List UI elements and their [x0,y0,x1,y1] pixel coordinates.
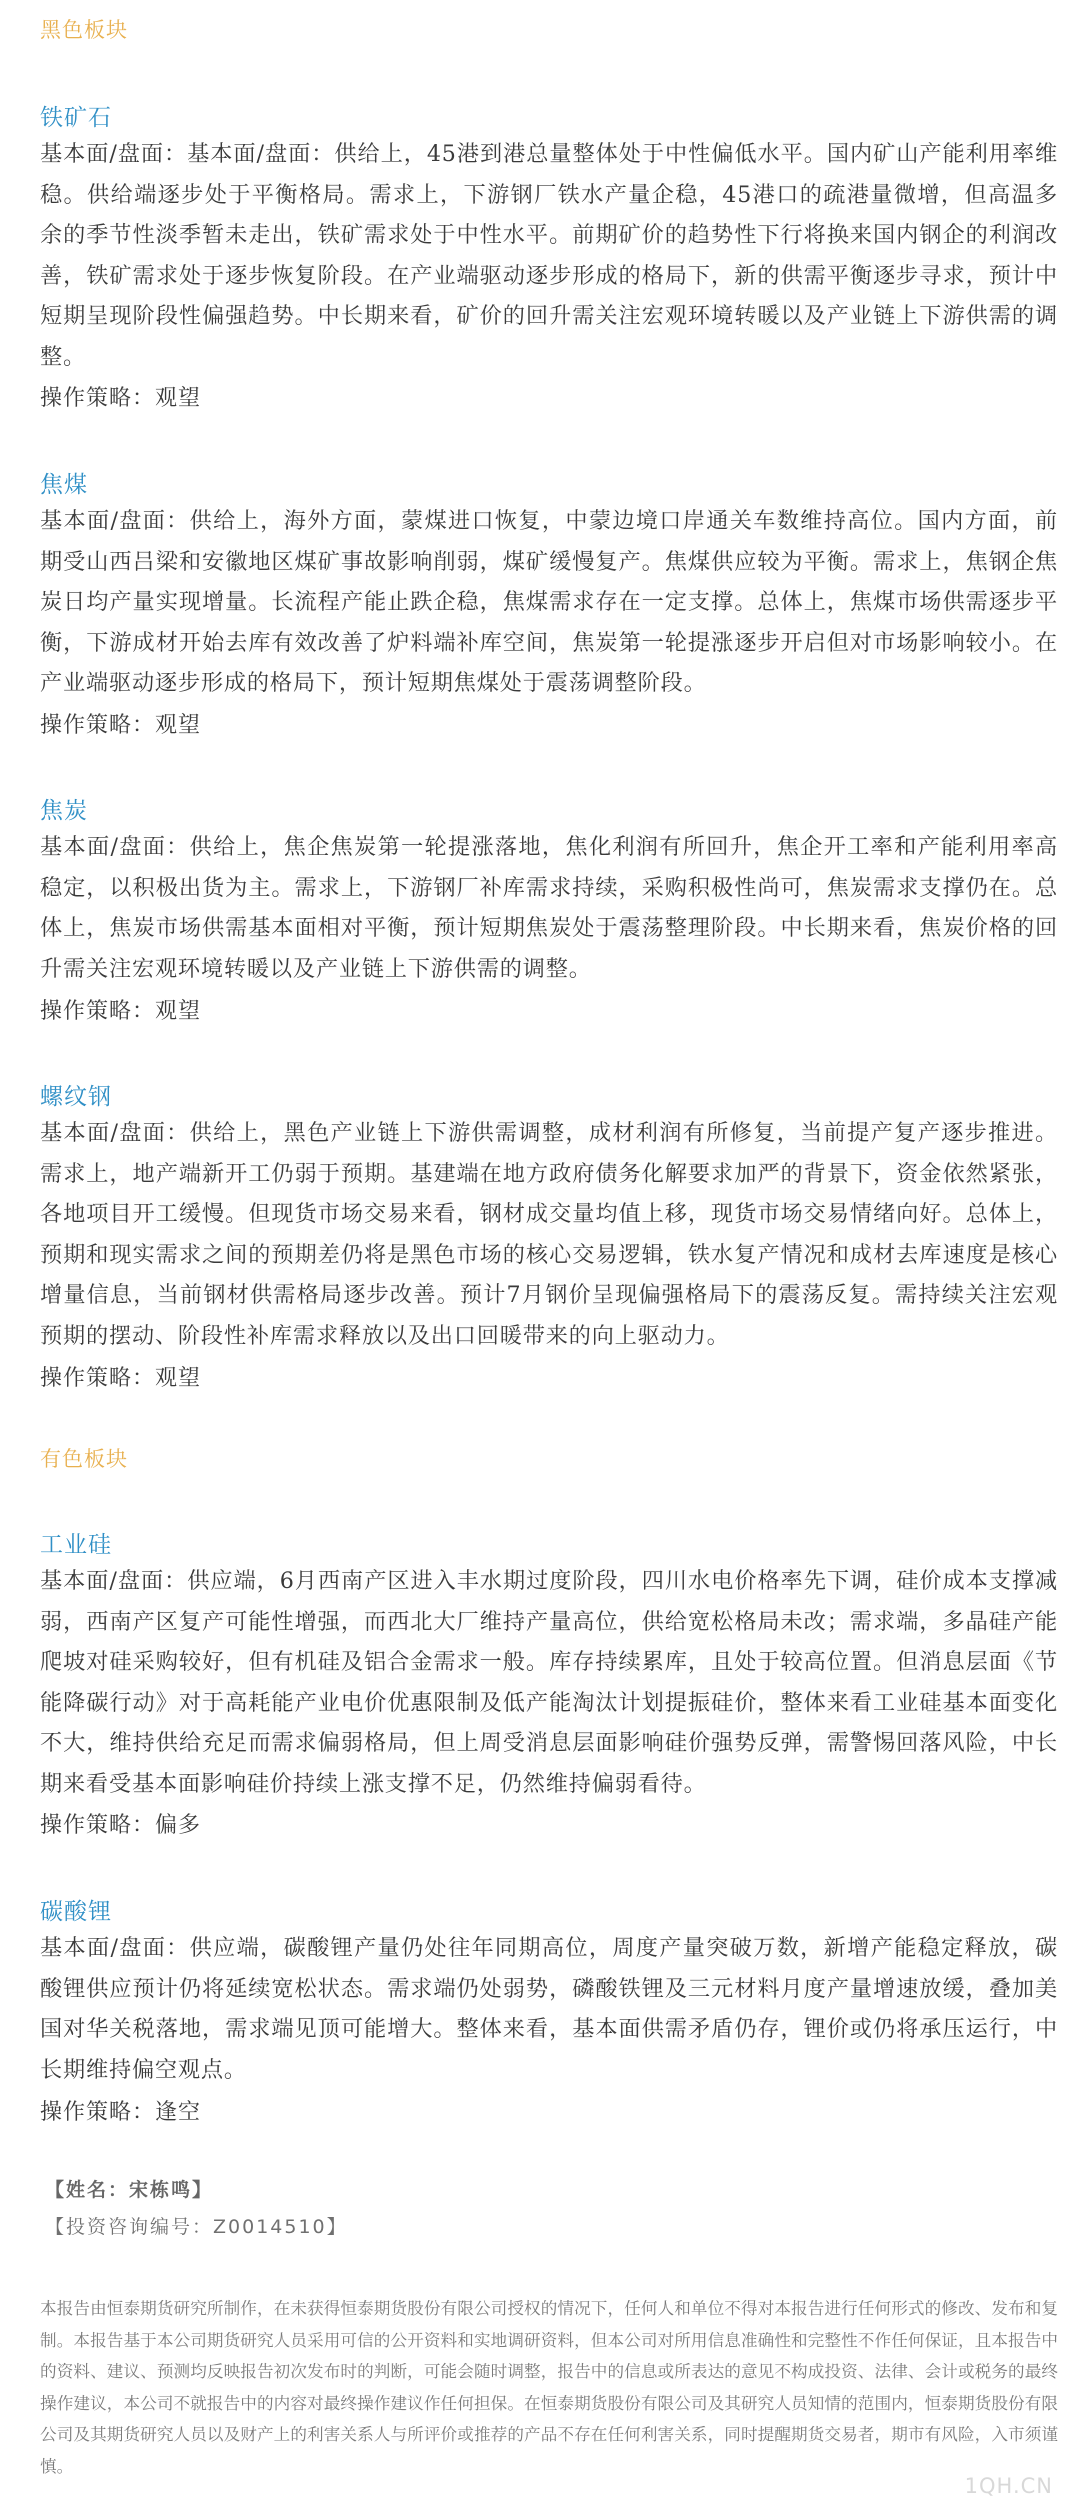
coking-coal-strategy: 操作策略：观望 [40,713,202,738]
rebar-strategy: 操作策略：观望 [40,1366,202,1391]
analyst-license-number: 【投资咨询编号：Z0014510】 [45,2216,348,2238]
lithium-carbonate-analysis: 基本面/盘面：供应端，碳酸锂产量仍处往年同期高位，周度产量突破万数，新增产能稳定释放，碳酸锂供应预计仍将延续宽松状态。需求端仍处弱势，磷酸铁锂及三元材料月度产量增速放缓，叠加美国对华关税落地，需求端见顶可能增大。整体来看，基本面供需矛盾仍存，锂价或仍将承压运行，中长期维持偏空观点。 [40,1935,1058,2083]
coke-strategy: 操作策略：观望 [40,999,202,1024]
analyst-name: 【姓名：宋栋鸣】 [45,2179,214,2201]
lithium-carbonate-heading: 碳酸锂 [40,1899,112,1925]
coking-coal-analysis: 基本面/盘面：供给上，海外方面，蒙煤进口恢复，中蒙边境口岸通关车数维持高位。国内方面，前期受山西吕梁和安徽地区煤矿事故影响削弱，煤矿缓慢复产。焦煤供应较为平衡。需求上，焦钢企焦炭日均产量实现增量。长流程产能止跌企稳，焦煤需求存在一定支撑。总体上，焦煤市场供需逐步平衡，下游成材开始去库有效改善了炉料端补库空间，焦炭第一轮提涨逐步开启但对市场影响较小。在产业端驱动逐步形成的格局下，预计短期焦煤处于震荡调整阶段。 [40,508,1058,696]
industrial-silicon-heading: 工业硅 [40,1532,112,1558]
coking-coal-heading: 焦煤 [40,472,88,498]
disclaimer: 本报告由恒泰期货研究所制作，在未获得恒泰期货股份有限公司授权的情况下，任何人和单位不得对本报告进行任何形式的修改、发布和复制。本报告基于本公司期货研究人员采用可信的公开资料和实地调研资料，但本公司对所用信息准确性和完整性不作任何保证，且本报告中的资料、建议、预测均反映报告初次发布时的判断，可能会随时调整，报告中的信息或所表达的意见不构成投资、法律、会计或税务的最终操作建议，本公司不就报告中的内容对最终操作建议作任何担保。在恒泰期货股份有限公司及其研究人员知情的范围内，恒泰期货股份有限公司及其期货研究人员以及财产上的利害关系人与所评价或推荐的产品不存在任何利害关系，同时提醒期货交易者，期市有风险，入市须谨慎。 [40,2299,1058,2476]
coke-analysis: 基本面/盘面：供给上，焦企焦炭第一轮提涨落地，焦化利润有所回升，焦企开工率和产能利用率高稳定，以积极出货为主。需求上，下游钢厂补库需求持续，采购积极性尚可，焦炭需求支撑仍在。总体上，焦炭市场供需基本面相对平衡，预计短期焦炭处于震荡整理阶段。中长期来看，焦炭价格的回升需关注宏观环境转暖以及产业链上下游供需的调整。 [40,834,1058,982]
lithium-carbonate-strategy: 操作策略：逢空 [40,2100,202,2125]
iron-ore-strategy: 操作策略：观望 [40,386,202,411]
rebar-analysis: 基本面/盘面：供给上，黑色产业链上下游供需调整，成材利润有所修复，当前提产复产逐步推进。需求上，地产端新开工仍弱于预期。基建端在地方政府债务化解要求加严的背景下，资金依然紧张，各地项目开工缓慢。但现货市场交易来看，钢材成交量均值上移，现货市场交易情绪向好。总体上，预期和现实需求之间的预期差仍将是黑色市场的核心交易逻辑，铁水复产情况和成材去库速度是核心增量信息，当前钢材供需格局逐步改善。预计7月钢价呈现偏强格局下的震荡反复。需持续关注宏观预期的摆动、阶段性补库需求释放以及出口回暖带来的向上驱动力。 [40,1120,1058,1349]
coke-heading: 焦炭 [40,798,88,824]
industrial-silicon-analysis: 基本面/盘面：供应端，6月西南产区进入丰水期过度阶段，四川水电价格率先下调，硅价成本支撑减弱，西南产区复产可能性增强，而西北大厂维持产量高位，供给宽松格局未改；需求端，多晶硅产能爬坡对硅采购较好，但有机硅及铝合金需求一般。库存持续累库，且处于较高位置。但消息层面《节能降碳行动》对于高耗能产业电价优惠限制及低产能淘汰计划提振硅价，整体来看工业硅基本面变化不大，维持供给充足而需求偏弱格局，但上周受消息层面影响硅价强势反弹，需警惕回落风险，中长期来看受基本面影响硅价持续上涨支撑不足，仍然维持偏弱看待。 [40,1568,1058,1797]
site-watermark: 1QH.CN [964,2474,1053,2498]
industrial-silicon-strategy: 操作策略：偏多 [40,1813,202,1838]
iron-ore-heading: 铁矿石 [40,105,112,131]
rebar-heading: 螺纹钢 [40,1084,112,1110]
iron-ore-analysis: 基本面/盘面：基本面/盘面：供给上，45港到港总量整体处于中性偏低水平。国内矿山产能利用率维稳。供给端逐步处于平衡格局。需求上，下游钢厂铁水产量企稳，45港口的疏港量微增，但高温多余的季节性淡季暂未走出，铁矿需求处于中性水平。前期矿价的趋势性下行将换来国内钢企的利润改善，铁矿需求处于逐步恢复阶段。在产业端驱动逐步形成的格局下，新的供需平衡逐步寻求，预计中短期呈现阶段性偏强趋势。中长期来看，矿价的回升需关注宏观环境转暖以及产业链上下游供需的调整。 [40,141,1058,370]
nonferrous-sector-title: 有色板块 [40,1447,128,1471]
black-sector-title: 黑色板块 [40,18,128,42]
